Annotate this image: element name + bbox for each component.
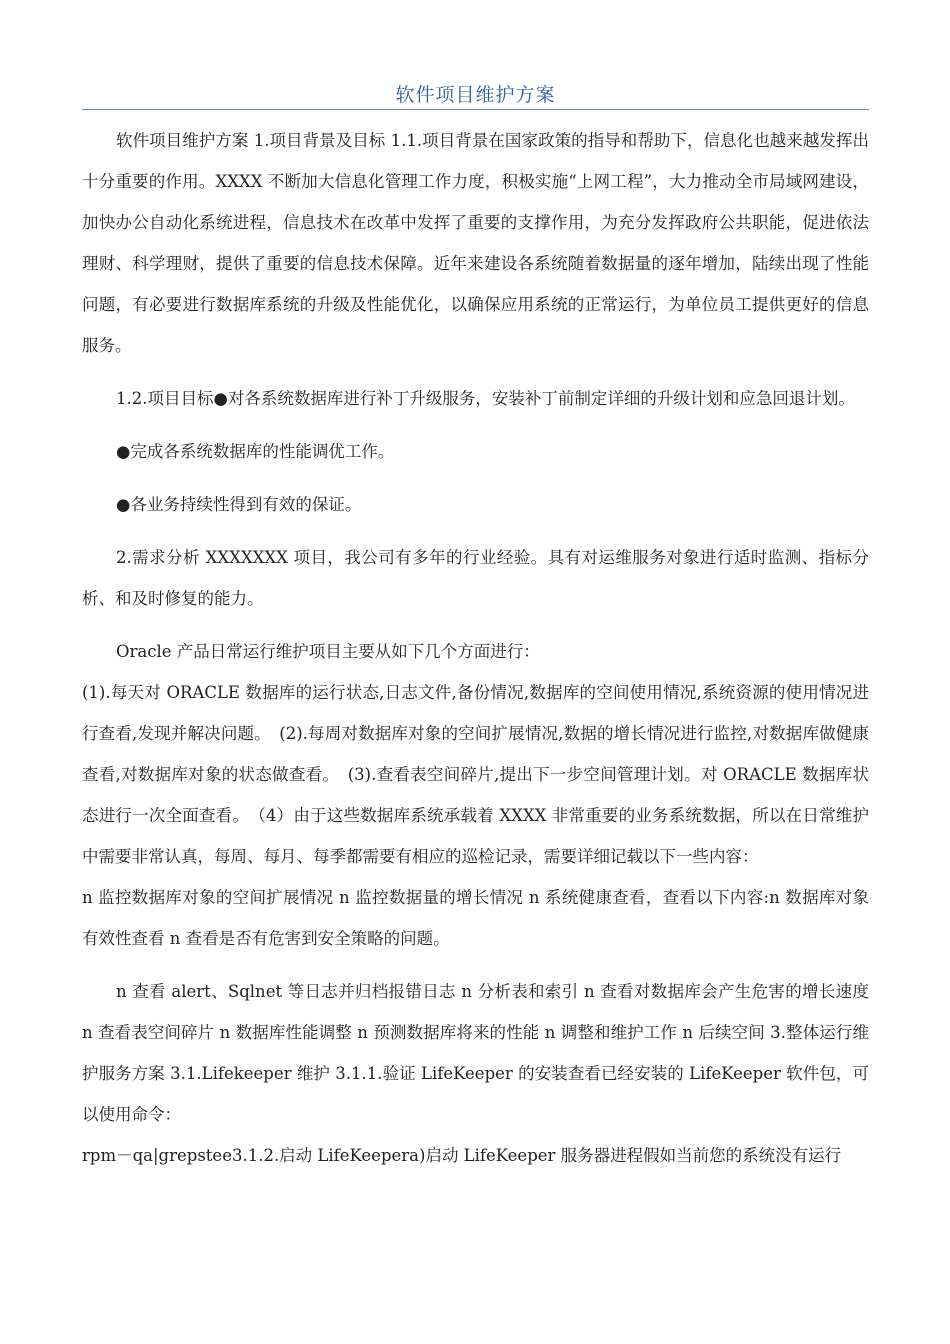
paragraph-monitoring: n 监控数据库对象的空间扩展情况 n 监控数据量的增长情况 n 系统健康查看，查看以下内容:n 数据库对象有效性查看 n 查看是否有危害到安全策略的问题。: [82, 888, 869, 948]
document-title: 软件项目维护方案: [395, 84, 556, 106]
paragraph-rpm-command: rpm－qa|grepstee3.1.2.启动 LifeKeepera)启动 LifeKeeper 服务器进程假如当前您的系统没有运行: [82, 1146, 842, 1165]
paragraph-goals: 1.2.项目目标●对各系统数据库进行补丁升级服务，安装补丁前制定详细的升级计划和应急回退计划。: [116, 389, 855, 408]
paragraph-oracle-intro: Oracle 产品日常运行维护项目主要从如下几个方面进行：: [116, 642, 540, 661]
paragraph-oracle-tasks: (1).每天对 ORACLE 数据库的运行状态,日志文件,备份情况,数据库的空间使用情况,系统资源的使用情况进行查看,发现并解决问题。 (2).每周对数据库对象的空间扩展情况,数据的增长情况进行监控,对数据库做健康查看,对数据库对象的状态做查看。 (3).查看表空间碎片,提出下一步空间管理计划。对 ORACLE 数据库状态进行一次全面查看。 （4）由于这些数据库系统承载着 XXXX 非常重要的业务系统数据，所以在日常维护中需要非常认真，每周、每月、每季都需要有相应的巡检记录，需要详细记载以下一些内容：: [82, 683, 869, 866]
document-page: [82, 0, 869, 1344]
paragraph-requirements: 2.需求分析 XXXXXXX 项目，我公司有多年的行业经验。具有对运维服务对象进行适时监测、指标分析、和及时修复的能力。: [82, 548, 869, 608]
paragraph-lifekeeper: n 查看 alert、Sqlnet 等日志并归档报错日志 n 分析表和索引 n 查看对数据库会产生危害的增长速度 n 查看表空间碎片 n 数据库性能调整 n 预测数据库将来的性能 n 调整和维护工作 n 后续空间 3.整体运行维护服务方案 3.1.Lifekeeper 维护 3.1.1.验证 LifeKeeper 的安装查看已经安装的 LifeKeeper 软件包，可以使用命令：: [82, 982, 869, 1124]
paragraph-background: 软件项目维护方案 1.项目背景及目标 1.1.项目背景在国家政策的指导和帮助下，信息化也越来越发挥出十分重要的作用。XXXX 不断加大信息化管理工作力度，积极实施“上网工程”，大力推动全市局域网建设，加快办公自动化系统进程，信息技术在改革中发挥了重要的支撑作用，为充分发挥政府公共职能，促进依法理财、科学理财，提供了重要的信息技术保障。近年来建设各系统随着数据量的逐年增加，陆续出现了性能问题，有必要进行数据库系统的升级及性能优化，以确保应用系统的正常运行，为单位员工提供更好的信息服务。: [82, 131, 869, 355]
paragraph-bullet-continuity: ●各业务持续性得到有效的保证。: [116, 495, 362, 514]
title-divider: [82, 109, 869, 110]
document-body: [82, 120, 869, 1176]
paragraph-bullet-tuning: ●完成各系统数据库的性能调优工作。: [116, 442, 395, 461]
